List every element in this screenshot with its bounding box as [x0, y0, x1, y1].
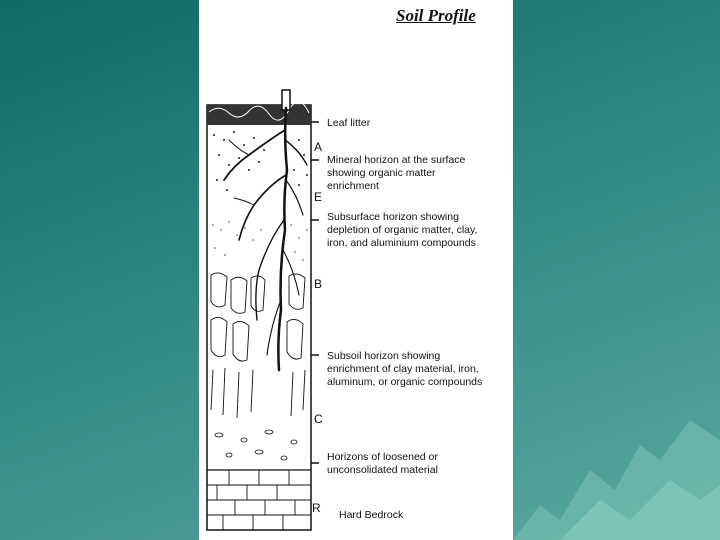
page-title: Soil Profile	[396, 6, 476, 25]
label-e-line-1: Subsurface horizon showing	[327, 211, 459, 223]
label-a-line-2: showing organic matter	[327, 167, 436, 179]
horizon-letter-b: B	[314, 277, 323, 291]
label-e-line-3: iron, and aluminium compounds	[327, 237, 476, 249]
label-hard-bedrock: Hard Bedrock	[339, 509, 404, 521]
label-b-line-2: enrichment of clay material, iron,	[327, 363, 479, 375]
label-a-line-1: Mineral horizon at the surface	[327, 154, 466, 166]
label-b-line-1: Subsoil horizon showing	[327, 350, 441, 362]
label-c-line-2: unconsolidated material	[327, 464, 438, 476]
horizon-letter-c: C	[314, 412, 323, 426]
label-a-line-3: enrichment	[327, 180, 379, 192]
label-c-line-1: Horizons of loosened or	[327, 451, 438, 463]
label-b-line-3: aluminum, or organic compounds	[327, 376, 483, 388]
horizon-letter-r: R	[312, 501, 321, 515]
label-e-line-2: depletion of organic matter, clay,	[327, 224, 478, 236]
label-leaf-litter: Leaf litter	[327, 117, 371, 129]
horizon-letter-a: A	[314, 140, 323, 154]
horizon-letter-e: E	[314, 190, 323, 204]
